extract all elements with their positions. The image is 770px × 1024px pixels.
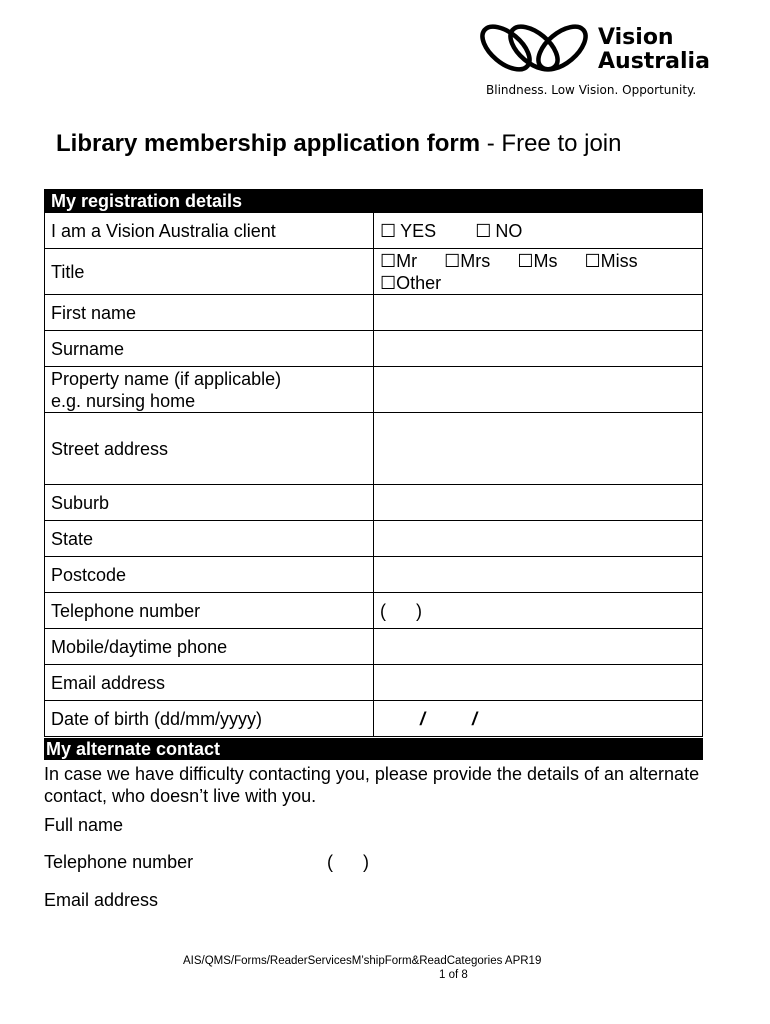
- suburb-label: Suburb: [45, 485, 374, 521]
- title-ms-option[interactable]: ☐Ms: [517, 250, 558, 271]
- first-name-field[interactable]: [374, 295, 703, 331]
- street-address-field[interactable]: [374, 413, 703, 485]
- mobile-field[interactable]: [374, 629, 703, 665]
- surname-label: Surname: [45, 331, 374, 367]
- client-no-option[interactable]: ☐ NO: [475, 220, 523, 241]
- surname-field[interactable]: [374, 331, 703, 367]
- client-yes-option[interactable]: ☐ YES: [380, 220, 437, 241]
- title-other-option[interactable]: ☐Other: [380, 272, 442, 293]
- alternate-contact-heading: My alternate contact: [44, 738, 703, 760]
- alternate-full-name-label: Full name: [44, 815, 124, 835]
- title-label: Title: [45, 249, 374, 295]
- brand-name-line1: Vision: [598, 25, 674, 50]
- title-options: [374, 249, 703, 295]
- registration-heading: My registration details: [45, 190, 703, 213]
- dob-field[interactable]: [374, 701, 703, 737]
- checkbox-icon[interactable]: ☐: [444, 250, 461, 271]
- form-title: Library membership application form: [56, 130, 481, 157]
- checkbox-icon[interactable]: ☐: [475, 220, 492, 241]
- checkbox-icon[interactable]: ☐: [517, 250, 534, 271]
- title-mr-option[interactable]: ☐Mr: [380, 250, 418, 271]
- checkbox-icon[interactable]: ☐: [380, 220, 397, 241]
- dob-separator: /: [472, 708, 478, 729]
- property-name-field[interactable]: [374, 367, 703, 413]
- form-subtitle: - Free to join: [480, 130, 622, 157]
- street-address-label: Street address: [45, 413, 374, 485]
- state-field[interactable]: [374, 521, 703, 557]
- postcode-field[interactable]: [374, 557, 703, 593]
- checkbox-icon[interactable]: ☐: [380, 250, 397, 271]
- alternate-telephone-area-code: ( ): [327, 852, 369, 872]
- postcode-label: Postcode: [45, 557, 374, 593]
- telephone-label: Telephone number: [45, 593, 374, 629]
- email-field[interactable]: [374, 665, 703, 701]
- property-name-label: Property name (if applicable) e.g. nursing home: [45, 367, 374, 413]
- client-options: [374, 213, 703, 249]
- page-title: [56, 130, 621, 158]
- dob-label: Date of birth (dd/mm/yyyy): [45, 701, 374, 737]
- state-label: State: [45, 521, 374, 557]
- alternate-email-label: Email address: [44, 890, 159, 910]
- mobile-label: Mobile/daytime phone: [45, 629, 374, 665]
- title-mrs-option[interactable]: ☐Mrs: [444, 250, 491, 271]
- checkbox-icon[interactable]: ☐: [584, 250, 601, 271]
- registration-details-table: [44, 189, 703, 737]
- brand-tagline: Blindness. Low Vision. Opportunity.: [486, 83, 697, 97]
- client-label: I am a Vision Australia client: [45, 213, 374, 249]
- alternate-contact-intro: In case we have difficulty contacting you, please provide the details of an alternate contact, who doesn’t live with you.: [44, 764, 700, 806]
- telephone-area-code: ( ): [380, 600, 422, 621]
- dob-separator: /: [420, 708, 426, 729]
- first-name-label: First name: [45, 295, 374, 331]
- alternate-telephone-label: Telephone number: [44, 852, 194, 872]
- brand-name-line2: Australia: [598, 49, 710, 74]
- checkbox-icon[interactable]: ☐: [380, 272, 397, 293]
- title-miss-option[interactable]: ☐Miss: [584, 250, 638, 271]
- linked-rings-logo-icon: [476, 22, 596, 78]
- page-number: 1 of 8: [439, 969, 468, 981]
- vision-australia-logo: [476, 22, 726, 102]
- email-label: Email address: [45, 665, 374, 701]
- document-reference: AIS/QMS/Forms/ReaderServicesM’shipForm&ReadCategories APR19: [183, 955, 542, 967]
- suburb-field[interactable]: [374, 485, 703, 521]
- telephone-field[interactable]: [374, 593, 703, 629]
